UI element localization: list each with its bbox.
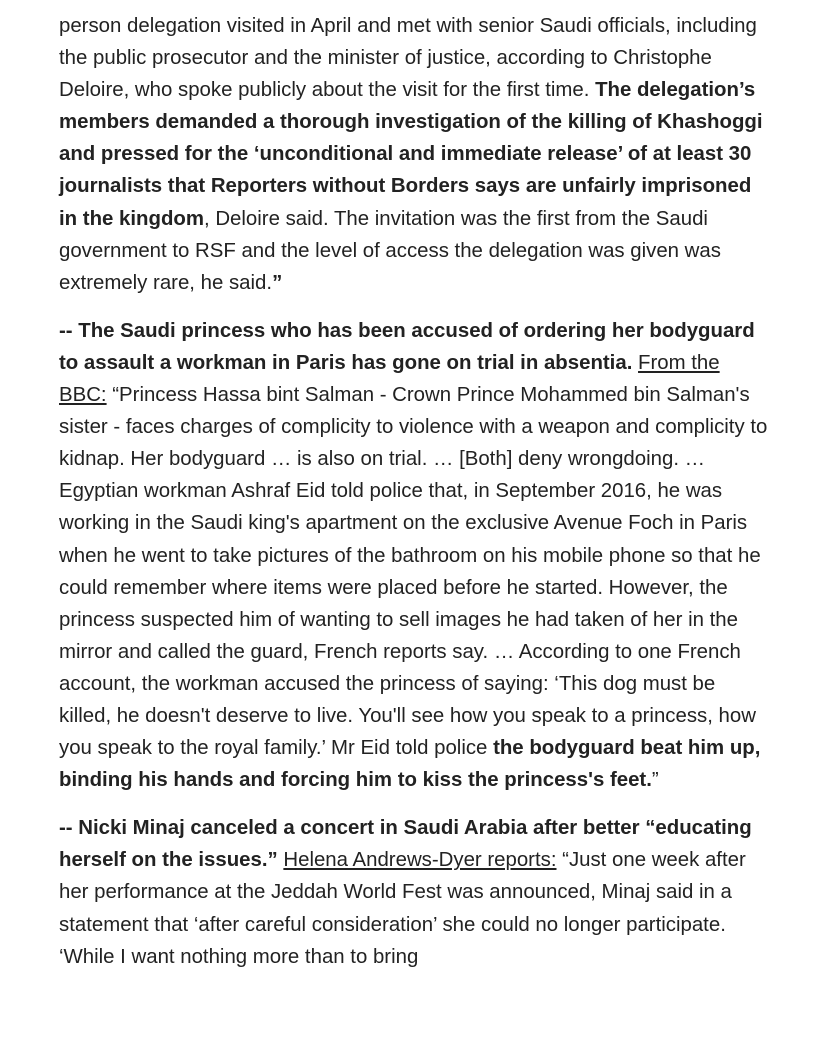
text-segment: “Just one week after her performance at the Jeddah World Fest was announced, Minaj said in a statement that ‘after careful consideration’ she could no longer participate. ‘While I want nothing more than to bring (59, 849, 746, 968)
paragraph-deloire (59, 10, 769, 299)
text-segment: person delegation visited in April and met with senior Saudi officials, including the public prosecutor and the minister of justice, according to Christophe Deloire, who spoke publicly about the visit for the first time. (59, 15, 757, 102)
bbc-source-link[interactable]: From the BBC: (59, 351, 720, 407)
text-segment: “Princess Hassa bint Salman - Crown Prince Mohammed bin Salman's sister - faces charges of complicity to violence with a weapon and complicity to kidnap. Her bodyguard … is also on trial. … [Both] deny wrongdoing. … Egyptian workman Ashraf Eid told police that, in September 2016, he was working in the Saudi king's apartment on the exclusive Avenue Foch in Paris when he went to take pictures of the bathroom on his mobile phone so that he could remember where items were placed before he started. However, the princess suspected him of wanting to sell images he had taken of her in the mirror and called the guard, French reports say. … According to one French account, the workman accused the princess of saying: ‘This dog must be killed, he doesn't deserve to live. You'll see how you speak to a princess, how you speak to the royal family.’ Mr Eid told police (59, 384, 768, 760)
bold-text-segment: the bodyguard beat him up, binding his hands and forcing him to kiss the princess's feet. (59, 737, 761, 792)
bold-headline: -- Nicki Minaj canceled a concert in Saudi Arabia after better “educating herself on the issues.” (59, 817, 752, 872)
helena-andrews-dyer-link[interactable]: Helena Andrews-Dyer reports: (283, 849, 557, 872)
bold-text-segment: The delegation’s members demanded a thorough investigation of the killing of Khashoggi and pressed for the ‘unconditional and immediate release’ of at least 30 journalists that Reporters without Borders says are unfairly imprisoned in the kingdom (59, 79, 763, 230)
closing-quote: ” (272, 271, 283, 294)
text-segment: ” (651, 769, 659, 792)
paragraph-saudi-princess (59, 315, 769, 796)
paragraph-nicki-minaj (59, 812, 769, 972)
bold-headline: -- The Saudi princess who has been accused of ordering her bodyguard to assault a workman in Paris has gone on trial in absentia. (59, 319, 755, 374)
article-body (59, 10, 769, 973)
text-segment: , Deloire said. The invitation was the first from the Saudi government to RSF and the level of access the delegation was given was extremely rare, he said. (59, 207, 721, 294)
